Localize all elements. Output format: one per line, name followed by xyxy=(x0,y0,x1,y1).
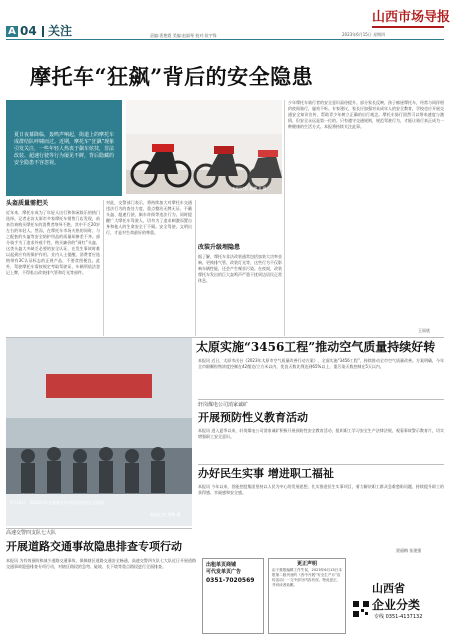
ad-shop-rental-line2: 可代发单页广告 xyxy=(206,569,242,575)
editor-credits: 责编:裴艳霞 美编:赵淑琴 校对:侯宇锋 xyxy=(150,33,217,38)
story-kicker-mine: 轩岗煤电公司消家诚矿 xyxy=(198,402,249,408)
main-headline: 摩托车“狂飙”背后的安全隐患 xyxy=(30,64,314,89)
qr-code-graphic xyxy=(352,600,370,618)
motorcycle-photo xyxy=(126,100,282,194)
ad-classified-phone: 专线 0351-4137132 xyxy=(374,614,423,620)
section-name: 关注 xyxy=(48,24,73,38)
article-body-col2: 对此，交警部门表示，将持续加大对摩托车交通违法行为的查处力度，重点整治无牌无证、不戴头盔、超速行驶、飙车炸街等违法行为。同时提醒广大摩托车驾驶人，切勿为了追求刺激而置自身和他人的生命安全于不顾。安全驾驶，文明出行，才是对生命最好的尊重。 xyxy=(106,200,192,235)
section-divider xyxy=(42,26,44,37)
correction-notice xyxy=(268,558,346,634)
header-rule xyxy=(6,39,444,40)
ad-classified-line1: 山西省 xyxy=(372,582,405,595)
subhead-modification: 改装升级埋隐患 xyxy=(198,244,241,251)
article-body-col3: 据了解，摩托车非法改装通常包括加装大功率音响、更换排气管、改装灯光等，这些行为不仅影响车辆性能，还会产生噪音污染。在夜间，改装摩托车发出的巨大轰鸣声严重干扰周边居民正常休息。 xyxy=(198,254,282,283)
newspaper-name: 山西市场导报 xyxy=(372,10,450,25)
correction-notice-title: 更正声明 xyxy=(296,561,317,567)
story-kicker-traffic: 高速交警四支队七大队 xyxy=(6,530,57,536)
event-photo xyxy=(6,338,192,526)
page-number: 04 xyxy=(20,24,37,38)
newspaper-name-underline xyxy=(372,26,444,28)
qr-code-icon xyxy=(352,600,370,618)
article-author: 王雨欣 xyxy=(418,328,430,333)
column-rule xyxy=(284,100,285,336)
page-badge: A xyxy=(6,26,18,37)
story-author-welfare: 贾丽梅 张建强 xyxy=(396,548,422,553)
issue-date: 2023年6月15日 星期四 xyxy=(342,32,386,37)
story-rule xyxy=(6,528,192,529)
event-photo-caption: 6月14日，2023年职业健康宣传周活动启动仪式现场。 xyxy=(10,500,108,505)
motorcycle-photo-illustration xyxy=(126,100,282,194)
story-body-mine: 本报讯 进入夏季以来，轩岗煤电公司消家诚矿积极开展预防性安全教育活动，组织职工学习安全生产法律法规，观看事故警示教育片，切实增强职工安全意识。 xyxy=(198,428,444,439)
ad-classified-line2: 企业分类 xyxy=(372,598,421,612)
photo-caption: 本报记者 杨鹏飞 摄 xyxy=(232,186,267,191)
column-rule xyxy=(195,200,196,336)
story-title-welfare: 办好民生实事 增进职工福祉 xyxy=(198,467,334,480)
event-photo-author: 本报记者 李敏 摄 xyxy=(150,512,181,517)
ad-shop-rental-line1: 出租单页商铺 xyxy=(206,562,237,568)
subhead-helmet: 头盔质量需把关 xyxy=(6,200,49,207)
ad-shop-rental-phone: 0351-7020569 xyxy=(206,577,255,584)
lead-text: 夏日夜幕降临，轰鸣声响起，街道上的摩托车成群结队呼啸而过。近期，摩托车“狂飙”现象引发关注，一些年轻人热衷于飙车炫技，非法改装、超速行驶等行为屡见不鲜，背后隐藏的安全隐患不容忽视。 xyxy=(14,132,115,166)
story-body-welfare: 本报讯 今年以来，晋能控股集团坚持以人民为中心的发展思想，扎实推进民生实事项目，着力解决职工群众急难愁盼问题，持续提升职工的获得感、幸福感和安全感。 xyxy=(198,484,444,495)
ad-shop-rental xyxy=(202,558,264,634)
column-rule xyxy=(103,200,104,336)
story-body-air-quality: 本报讯 近日，太原市出台《2023年太原市空气质量改善行动方案》，全面实施“3456工程”，持续推动全市空气质量改善。方案明确，今年全市细颗粒物浓度控制在42微克/立方米以内，优良天数比例达到65%以上，重污染天数控制在5天以内。 xyxy=(198,358,444,369)
story-title-mine: 开展预防性义教育活动 xyxy=(198,411,308,424)
article-body-col1: 近年来，摩托车成为了年轻人出行和休闲娱乐的热门选择。记者走访太原市多家摩托车销售门店发现，前来咨询购买摩托车的消费者络绎不绝，其中不乏20岁左右的年轻人。然而，在摩托车市场火热的同时，与之配套的头盔等安全防护用品的质量却参差不齐。部分骑手为了追求外观个性，购买廉价的“网红”头盔，这类头盔大多缺乏必要的安全认证，在发生事故时难以起到应有的保护作用。业内人士提醒，消费者应选购带有3C认证标志的正规产品，不要贪图便宜。此外，驾驶摩托车需按规定考取驾驶证，车辆须依法登记上牌，不得私自改装排气管和灯光等部件。 xyxy=(6,210,100,275)
event-photo-illustration xyxy=(6,338,192,526)
story-title-air-quality: 太原实施“3456工程”推动空气质量持续好转 xyxy=(196,340,436,354)
correction-notice-body: 由于我报编辑工作失误，2023年6月13日本报第二版刊登的《晋中开展“安全生产月”宣传活动》一文中部分内容有误，特此更正，并向读者致歉。 xyxy=(272,568,342,587)
story-rule xyxy=(198,399,444,400)
story-body-traffic: 本报讯 为有效预防和减少道路交通事故，保障辖区道路交通安全畅通，高速交警四支队七大队近日开展道路交通事故隐患排查专项行动，对辖区路段的急弯、陡坡、长下坡等重点路段进行全面排查。 xyxy=(6,558,196,569)
story-title-traffic: 开展道路交通事故隐患排查专项行动 xyxy=(6,540,182,553)
story-rule xyxy=(198,464,444,465)
article-body-right: 少年摩托车骑行者的安全意识亟待提升。部分家长反映，孩子痴迷摩托车，经常与同伴相约夜间骑行，屡劝不听。专家建议，家长应加强对未成年人的安全教育，学校也应开展交通安全知识宣传，帮助青少年树立正确的出行观念。摩托车骑行固然可以带来速度与激情，但安全永远是第一位的。只有遵守交通规则，规范驾驶行为，才能让骑行真正成为一种健康的生活方式。本报将持续关注此事。 xyxy=(288,100,444,129)
